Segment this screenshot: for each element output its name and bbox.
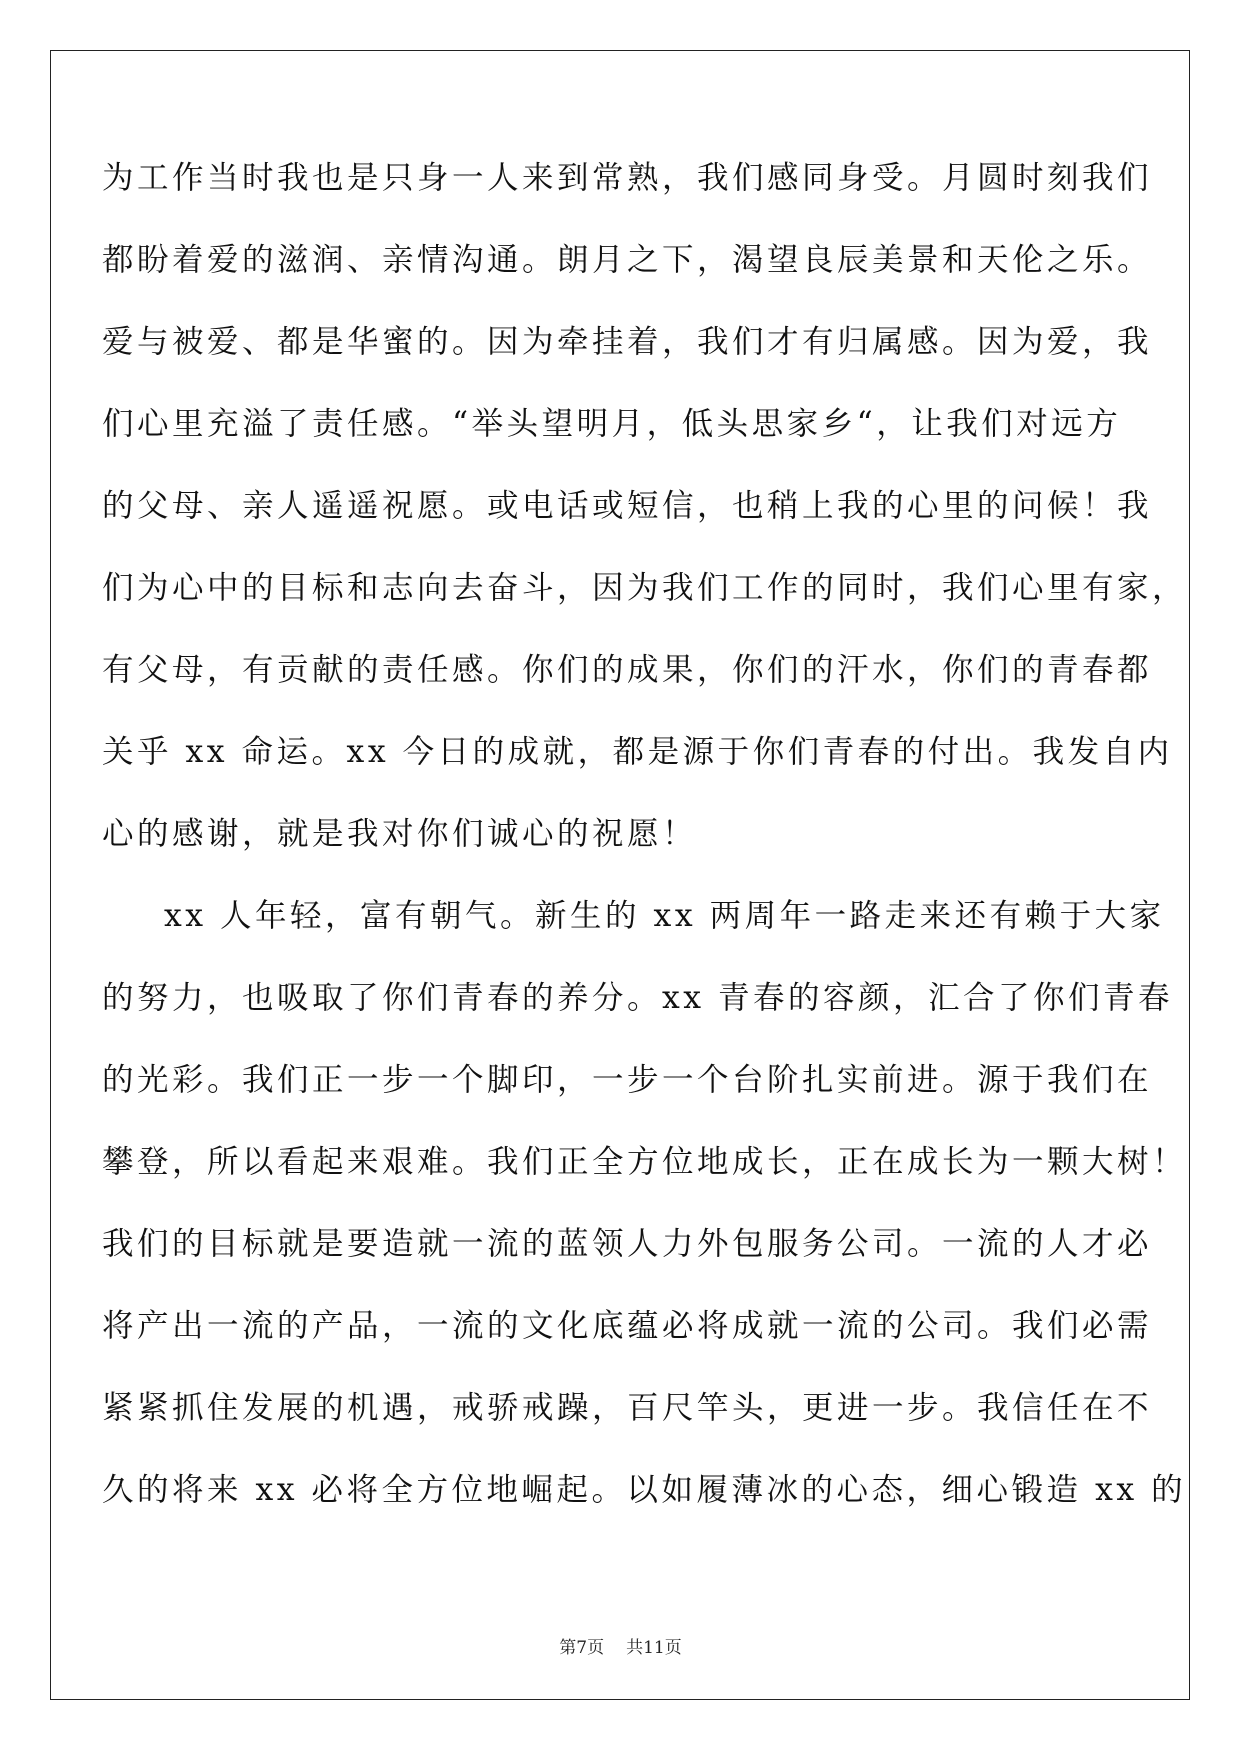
paragraph-line: 关乎 xx 命运。xx 今日的成就，都是源于你们青春的付出。我发自内: [102, 734, 1173, 770]
paragraph-line: 爱与被爱、都是华蜜的。因为牵挂着，我们才有归属感。因为爱，我: [102, 324, 1153, 360]
paragraph-line: 将产出一流的产品，一流的文化底蕴必将成就一流的公司。我们必需: [102, 1308, 1153, 1344]
paragraph-line: 的父母、亲人遥遥祝愿。或电话或短信，也稍上我的心里的问候！我: [102, 488, 1153, 524]
paragraph-first-line: xx 人年轻，富有朝气。新生的 xx 两周年一路走来还有赖于大家: [164, 898, 1165, 934]
page-number-current: 第7页: [559, 1638, 605, 1658]
paragraph-line: 的光彩。我们正一步一个脚印，一步一个台阶扎实前进。源于我们在: [102, 1062, 1153, 1098]
paragraph-line: 的努力，也吸取了你们青春的养分。xx 青春的容颜，汇合了你们青春: [102, 980, 1174, 1016]
paragraph-line: 都盼着爱的滋润、亲情沟通。朗月之下，渴望良辰美景和天伦之乐。: [102, 242, 1153, 278]
page-footer: [0, 1633, 1241, 1658]
paragraph-line: 们为心中的目标和志向去奋斗，因为我们工作的同时，我们心里有家，: [102, 570, 1188, 606]
paragraph-line: 我们的目标就是要造就一流的蓝领人力外包服务公司。一流的人才必: [102, 1226, 1153, 1262]
paragraph-line: 为工作当时我也是只身一人来到常熟，我们感同身受。月圆时刻我们: [102, 160, 1153, 196]
document-body: [102, 158, 1188, 1552]
page-number-total: 共11页: [626, 1638, 682, 1658]
paragraph-line: 攀登，所以看起来艰难。我们正全方位地成长，正在成长为一颗大树！: [102, 1144, 1188, 1180]
paragraph-line: 久的将来 xx 必将全方位地崛起。以如履薄冰的心态，细心锻造 xx 的: [102, 1472, 1187, 1508]
paragraph-line: 紧紧抓住发展的机遇，戒骄戒躁，百尺竿头，更进一步。我信任在不: [102, 1390, 1153, 1426]
paragraph-line: 有父母，有贡献的责任感。你们的成果，你们的汗水，你们的青春都: [102, 652, 1153, 688]
paragraph-line: 们心里充溢了责任感。“举头望明月，低头思家乡“，让我们对远方: [102, 406, 1122, 442]
paragraph-line: 心的感谢，就是我对你们诚心的祝愿！: [102, 816, 698, 852]
